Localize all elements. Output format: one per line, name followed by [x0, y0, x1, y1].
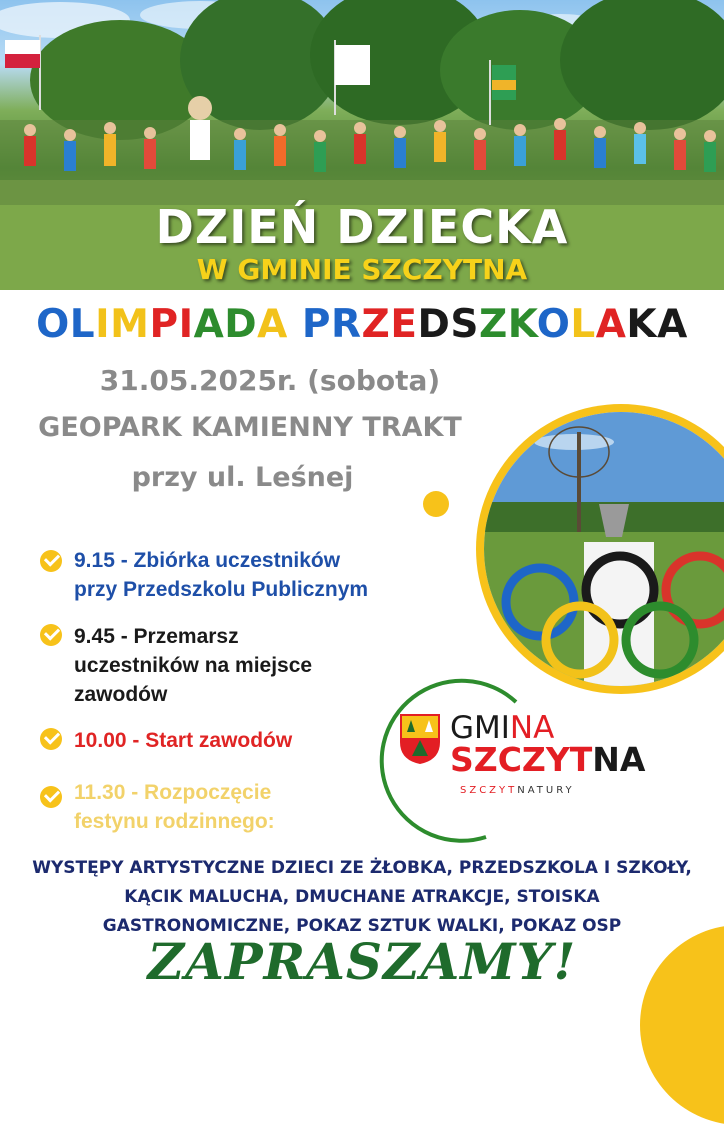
olympiad-letter: P: [301, 302, 332, 347]
olympiad-letter: A: [193, 302, 225, 347]
check-icon: [40, 786, 62, 808]
check-icon: [40, 550, 62, 572]
invitation-text: ZAPRASZAMY!: [147, 932, 577, 991]
agenda-line: 11.30 - Rozpoczęcie: [74, 781, 272, 804]
agenda-line: przy Przedszkolu Publicznym: [74, 578, 369, 601]
agenda-line: 9.15 - Zbiórka uczestników: [74, 549, 341, 572]
gmina-logo: [398, 712, 678, 812]
check-icon: [40, 728, 62, 750]
agenda-text: [74, 778, 275, 836]
olympiad-letter: D: [224, 302, 258, 347]
event-title: DZIEŃ DZIECKA: [155, 200, 569, 254]
olympiad-letter: I: [95, 302, 111, 347]
olympiad-letter: D: [417, 302, 451, 347]
agenda-line: festynu rodzinnego:: [74, 810, 275, 833]
olympiad-letter: Z: [478, 302, 508, 347]
agenda-text: [74, 726, 292, 755]
olympiad-letter: M: [110, 302, 150, 347]
activities-line: KĄCIK MALUCHA, DMUCHANE ATRAKCJE, STOISKA: [124, 887, 600, 907]
agenda-text: [74, 546, 368, 604]
agenda-text: [74, 622, 312, 709]
olympiad-letter: A: [595, 302, 627, 347]
olympic-rings-photo: [484, 412, 724, 686]
olympiad-letter: S: [450, 302, 479, 347]
event-place: GEOPARK KAMIENNY TRAKT: [38, 412, 462, 443]
olympiad-letter: O: [36, 302, 70, 347]
check-icon: [40, 624, 62, 646]
activities-line: WYSTĘPY ARTYSTYCZNE DZIECI ZE ŻŁOBKA, PRZEDSZKOLA I SZKOŁY,: [32, 858, 692, 878]
agenda-line: 9.45 - Przemarsz: [74, 625, 239, 648]
olympiad-letter: [288, 302, 302, 347]
olympiad-letter: L: [69, 302, 96, 347]
olympiad-letter: I: [178, 302, 194, 347]
agenda-line: uczestników na miejsce: [74, 654, 313, 677]
olympiad-heading: [0, 302, 724, 347]
olympiad-letter: L: [570, 302, 596, 347]
event-date: 31.05.2025r. (sobota): [99, 364, 441, 397]
olympiad-letter: E: [390, 302, 418, 347]
olympiad-letter: K: [507, 302, 537, 347]
olympiad-letter: A: [657, 302, 688, 347]
activities-line: GASTRONOMICZNE, POKAZ SZTUK WALKI, POKAZ OSP: [102, 916, 622, 936]
decorative-dot: [423, 491, 449, 517]
agenda-line: zawodów: [74, 683, 168, 706]
activities-list: [0, 854, 724, 941]
event-street: przy ul. Leśnej: [131, 462, 354, 493]
olympiad-letter: A: [257, 302, 288, 347]
logo-tagline: SZCZYTNATURY: [460, 785, 575, 796]
olympiad-letter: P: [149, 302, 179, 347]
coat-of-arms-icon: [398, 712, 442, 766]
olympiad-letter: O: [536, 302, 571, 347]
olympiad-letter: Z: [361, 302, 391, 347]
logo-szczytna-text: SZCZYTNA: [450, 740, 646, 779]
olympic-photo-frame: [476, 404, 724, 694]
olympiad-letter: K: [626, 302, 658, 347]
olympiad-letter: R: [331, 302, 362, 347]
event-subtitle: W GMINIE SZCZYTNA: [196, 253, 528, 286]
agenda-line: 10.00 - Start zawodów: [74, 729, 293, 752]
hero-photo: [0, 0, 724, 290]
logo-gmina-text: GMINA: [450, 710, 555, 746]
